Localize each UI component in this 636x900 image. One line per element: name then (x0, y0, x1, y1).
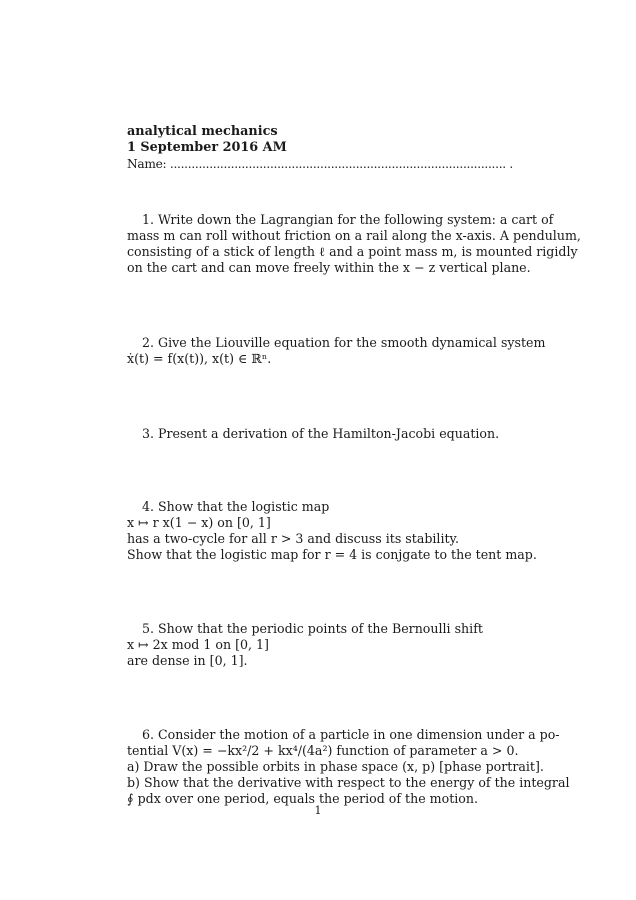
problem-4-line-4: Show that the logistic map for r = 4 is conjgate to the tent map. (127, 547, 537, 562)
problem-6-line-2: tential V(x) = −kx²/2 + kx⁴/(4a²) function of parameter a > 0. (127, 743, 519, 758)
problem-2-line-2: ẋ(t) = f(x(t)), x(t) ∈ ℝⁿ. (127, 351, 272, 366)
problem-1-line-1: 1. Write down the Lagrangian for the following system: a cart of (142, 212, 554, 227)
problem-6-line-4: b) Show that the derivative with respect to the energy of the integral (127, 775, 570, 790)
problem-1-line-3: consisting of a stick of length ℓ and a point mass m, is mounted rigidly (127, 244, 578, 259)
problem-5 (127, 621, 519, 669)
exam-header (127, 124, 519, 172)
problem-6-line-1: 6. Consider the motion of a particle in one dimension under a po- (142, 727, 560, 742)
problem-2 (127, 335, 546, 367)
exam-date: 1 September 2016 AM (127, 140, 287, 155)
problem-4-line-2: x ↦ r x(1 − x) on [0, 1] (127, 515, 271, 530)
problem-2-line-1: 2. Give the Liouville equation for the smooth dynamical system (142, 335, 546, 350)
problem-3 (127, 426, 519, 442)
problem-5-line-1: 5. Show that the periodic points of the Bernoulli shift (142, 621, 483, 636)
problem-4-line-3: has a two-cycle for all r > 3 and discuss its stability. (127, 531, 459, 546)
problem-6-line-5: ∮ pdx over one period, equals the period of the motion. (127, 791, 478, 806)
problem-4-line-1: 4. Show that the logistic map (142, 499, 330, 514)
problem-4 (127, 499, 537, 563)
page-number: 1 (314, 804, 322, 817)
problem-3-line-1: 3. Present a derivation of the Hamilton-Jacobi equation. (142, 426, 500, 441)
course-title: analytical mechanics (127, 124, 278, 139)
problem-1 (127, 212, 581, 276)
problem-1-line-4: on the cart and can move freely within the x − z vertical plane. (127, 260, 531, 275)
student-name-line: Name: .............................................................................................. . (127, 157, 513, 171)
problem-5-line-3: are dense in [0, 1]. (127, 653, 248, 668)
problem-6 (127, 727, 570, 807)
problem-6-line-3: a) Draw the possible orbits in phase space (x, p) [phase portrait]. (127, 759, 544, 774)
problem-1-line-2: mass m can roll without friction on a rail along the x-axis. A pendulum, (127, 228, 581, 243)
problem-5-line-2: x ↦ 2x mod 1 on [0, 1] (127, 637, 269, 652)
